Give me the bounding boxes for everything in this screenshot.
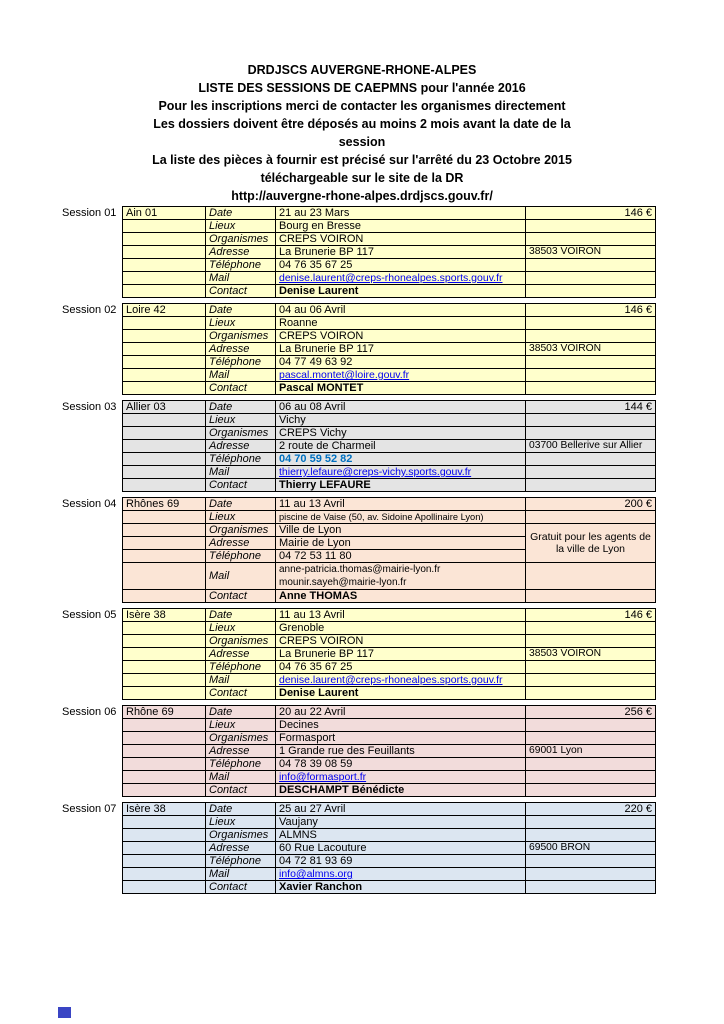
note-cell: Gratuit pour les agents de la ville de Lyon [526,524,656,563]
field-value-adresse: 2 route de Charmeil [276,440,526,453]
region-cell: Loire 42 [123,304,206,317]
empty-cell [526,356,656,369]
empty-cell [123,369,206,382]
field-value-adresse: 60 Rue Lacouture [276,842,526,855]
empty-cell [123,816,206,829]
empty-cell [123,687,206,700]
session-table [122,206,656,298]
empty-cell [123,563,206,590]
empty-cell [123,719,206,732]
mail-text: mounir.sayeh@mairie-lyon.fr [279,577,407,588]
empty-cell [526,661,656,674]
field-label-organismes: Organismes [206,524,276,537]
field-value-organismes: CREPS VOIRON [276,233,526,246]
empty-cell [123,758,206,771]
field-value-telephone: 04 77 49 63 92 [276,356,526,369]
session-table [122,303,656,395]
empty-cell [526,466,656,479]
field-label-mail: Mail [206,466,276,479]
empty-cell [526,259,656,272]
field-label-contact: Contact [206,590,276,603]
session-block [62,303,656,395]
price-cell: 200 € [526,498,656,511]
empty-cell [123,590,206,603]
field-value-mail [276,563,526,590]
field-value-mail [276,272,526,285]
header-line: DRDJSCS AUVERGNE-RHONE-ALPES [247,63,477,77]
field-label-adresse: Adresse [206,745,276,758]
field-value-date: 11 au 13 Avril [276,498,526,511]
empty-cell [526,732,656,745]
field-value-telephone: 04 76 35 67 25 [276,259,526,272]
field-label-contact: Contact [206,479,276,492]
postal-cell: 03700 Bellerive sur Allier [526,440,656,453]
price-cell: 146 € [526,207,656,220]
header-line: Les dossiers doivent être déposés au moins 2 mois avant la date de la [153,117,571,131]
field-label-lieux: Lieux [206,511,276,524]
field-label-contact: Contact [206,285,276,298]
header-line: téléchargeable sur le site de la DR [260,171,464,185]
empty-cell [123,842,206,855]
site-url: http://auvergne-rhone-alpes.drdjscs.gouv.fr/ [231,189,493,203]
field-value-date: 11 au 13 Avril [276,609,526,622]
field-label-mail: Mail [206,563,276,590]
empty-cell [526,330,656,343]
field-value-contact: Denise Laurent [276,687,526,700]
region-cell: Isère 38 [123,609,206,622]
field-label-adresse: Adresse [206,246,276,259]
field-value-telephone: 04 72 81 93 69 [276,855,526,868]
field-label-organismes: Organismes [206,330,276,343]
field-label-contact: Contact [206,784,276,797]
empty-cell [526,771,656,784]
field-value-adresse: La Brunerie BP 117 [276,648,526,661]
mail-link[interactable]: pascal.montet@loire.gouv.fr [279,369,410,381]
empty-cell [123,511,206,524]
postal-cell: 38503 VOIRON [526,648,656,661]
sessions-area [62,206,656,899]
empty-cell [123,868,206,881]
field-value-contact: Pascal MONTET [276,382,526,395]
field-label-date: Date [206,401,276,414]
field-label-organismes: Organismes [206,635,276,648]
session-label: Session 07 [62,803,117,815]
field-label-contact: Contact [206,881,276,894]
field-value-adresse: La Brunerie BP 117 [276,246,526,259]
field-value-mail [276,369,526,382]
field-value-mail [276,466,526,479]
empty-cell [123,285,206,298]
field-value-lieux: piscine de Vaise (50, av. Sidoine Apollinaire Lyon) [276,511,526,524]
empty-cell [526,563,656,590]
field-label-mail: Mail [206,771,276,784]
field-value-contact: Xavier Ranchon [276,881,526,894]
field-value-date: 04 au 06 Avril [276,304,526,317]
session-block [62,608,656,700]
field-value-telephone: 04 72 53 11 80 [276,550,526,563]
empty-cell [123,635,206,648]
field-value-contact: Thierry LEFAURE [276,479,526,492]
field-value-lieux: Decines [276,719,526,732]
empty-cell [123,479,206,492]
field-label-mail: Mail [206,272,276,285]
empty-cell [123,622,206,635]
empty-cell [123,246,206,259]
field-value-telephone: 04 78 39 08 59 [276,758,526,771]
field-label-organismes: Organismes [206,233,276,246]
empty-cell [123,661,206,674]
empty-cell [526,285,656,298]
empty-cell [123,466,206,479]
field-label-adresse: Adresse [206,648,276,661]
empty-cell [526,479,656,492]
field-label-adresse: Adresse [206,343,276,356]
empty-cell [123,784,206,797]
field-value-contact: DESCHAMPT Bénédicte [276,784,526,797]
field-value-lieux: Roanne [276,317,526,330]
empty-cell [526,635,656,648]
field-value-adresse: La Brunerie BP 117 [276,343,526,356]
session-table [122,497,656,603]
empty-cell [123,440,206,453]
empty-cell [123,732,206,745]
document-header [0,61,724,205]
postal-cell: 69500 BRON [526,842,656,855]
field-label-contact: Contact [206,687,276,700]
empty-cell [123,855,206,868]
field-label-contact: Contact [206,382,276,395]
field-value-organismes: Formasport [276,732,526,745]
empty-cell [123,829,206,842]
empty-cell [123,453,206,466]
empty-cell [526,272,656,285]
field-label-adresse: Adresse [206,440,276,453]
field-label-lieux: Lieux [206,317,276,330]
empty-cell [526,881,656,894]
empty-cell [526,816,656,829]
header-line: session [338,135,386,149]
session-label: Session 05 [62,609,117,621]
session-table [122,400,656,492]
empty-cell [526,453,656,466]
field-value-lieux: Vaujany [276,816,526,829]
field-value-mail [276,674,526,687]
postal-cell: 38503 VOIRON [526,246,656,259]
field-label-telephone: Téléphone [206,356,276,369]
header-line: La liste des pièces à fournir est précisé sur l'arrêté du 23 Octobre 2015 [152,153,572,167]
field-label-lieux: Lieux [206,622,276,635]
empty-cell [123,648,206,661]
field-label-date: Date [206,498,276,511]
field-label-mail: Mail [206,674,276,687]
empty-cell [526,220,656,233]
empty-cell [123,745,206,758]
field-label-organismes: Organismes [206,427,276,440]
empty-cell [526,414,656,427]
field-label-organismes: Organismes [206,732,276,745]
empty-cell [123,550,206,563]
empty-cell [526,784,656,797]
field-value-contact: Denise Laurent [276,285,526,298]
field-value-organismes: CREPS Vichy [276,427,526,440]
empty-cell [123,414,206,427]
field-value-organismes: CREPS VOIRON [276,635,526,648]
field-label-date: Date [206,803,276,816]
field-value-telephone: 04 70 59 52 82 [276,453,526,466]
empty-cell [123,317,206,330]
field-value-adresse: Mairie de Lyon [276,537,526,550]
session-block [62,206,656,298]
price-cell: 144 € [526,401,656,414]
session-table [122,705,656,797]
empty-cell [123,427,206,440]
partial-next-table-mark [58,1007,71,1018]
region-cell: Isère 38 [123,803,206,816]
field-value-date: 21 au 23 Mars [276,207,526,220]
header-line: Pour les inscriptions merci de contacter les organismes directement [158,99,566,113]
session-table [122,802,656,894]
empty-cell [526,622,656,635]
field-label-telephone: Téléphone [206,855,276,868]
field-label-date: Date [206,706,276,719]
region-cell: Rhône 69 [123,706,206,719]
field-label-lieux: Lieux [206,816,276,829]
session-block [62,802,656,894]
field-label-adresse: Adresse [206,842,276,855]
empty-cell [123,382,206,395]
field-label-mail: Mail [206,868,276,881]
session-table [122,608,656,700]
session-block [62,400,656,492]
field-label-lieux: Lieux [206,414,276,427]
empty-cell [526,233,656,246]
session-block [62,705,656,797]
empty-cell [123,356,206,369]
empty-cell [526,758,656,771]
price-cell: 146 € [526,304,656,317]
field-label-telephone: Téléphone [206,453,276,466]
field-label-telephone: Téléphone [206,758,276,771]
empty-cell [526,687,656,700]
field-value-date: 25 au 27 Avril [276,803,526,816]
mail-link[interactable]: info@formasport.fr [279,771,367,783]
empty-cell [123,220,206,233]
field-value-date: 06 au 08 Avril [276,401,526,414]
session-label: Session 03 [62,401,117,413]
field-label-lieux: Lieux [206,719,276,732]
empty-cell [526,868,656,881]
field-label-organismes: Organismes [206,829,276,842]
field-value-organismes: CREPS VOIRON [276,330,526,343]
field-value-lieux: Grenoble [276,622,526,635]
mail-link[interactable]: denise.laurent@creps-rhonealpes.sports.gouv.fr [279,272,503,284]
session-label: Session 02 [62,304,117,316]
field-value-mail [276,771,526,784]
empty-cell [123,233,206,246]
field-label-date: Date [206,304,276,317]
field-value-adresse: 1 Grande rue des Feuillants [276,745,526,758]
field-value-date: 20 au 22 Avril [276,706,526,719]
field-label-telephone: Téléphone [206,259,276,272]
field-value-mail [276,868,526,881]
field-label-date: Date [206,609,276,622]
mail-link[interactable]: info@almns.org [279,868,353,880]
empty-cell [123,771,206,784]
empty-cell [123,537,206,550]
region-cell: Allier 03 [123,401,206,414]
empty-cell [526,674,656,687]
field-label-lieux: Lieux [206,220,276,233]
mail-link[interactable]: thierry.lefaure@creps-vichy.sports.gouv.fr [279,466,472,478]
mail-link[interactable]: denise.laurent@creps-rhonealpes.sports.gouv.fr [279,674,503,686]
empty-cell [123,330,206,343]
empty-cell [526,590,656,603]
field-value-lieux: Vichy [276,414,526,427]
session-block [62,497,656,603]
empty-cell [526,369,656,382]
session-label: Session 06 [62,706,117,718]
session-label: Session 04 [62,498,117,510]
postal-cell: 69001 Lyon [526,745,656,758]
price-cell: 146 € [526,609,656,622]
empty-cell [526,511,656,524]
field-value-telephone: 04 76 35 67 25 [276,661,526,674]
empty-cell [526,829,656,842]
field-label-date: Date [206,207,276,220]
field-value-organismes: ALMNS [276,829,526,842]
postal-cell: 38503 VOIRON [526,343,656,356]
empty-cell [123,524,206,537]
region-cell: Rhônes 69 [123,498,206,511]
session-label: Session 01 [62,207,117,219]
header-line: LISTE DES SESSIONS DE CAEPMNS pour l'année 2016 [198,81,526,95]
field-label-mail: Mail [206,369,276,382]
field-value-contact: Anne THOMAS [276,590,526,603]
mail-text: anne-patricia.thomas@mairie-lyon.fr [279,564,441,575]
region-cell: Ain 01 [123,207,206,220]
empty-cell [123,881,206,894]
empty-cell [123,674,206,687]
empty-cell [526,719,656,732]
price-cell: 220 € [526,803,656,816]
empty-cell [526,317,656,330]
empty-cell [526,427,656,440]
field-label-telephone: Téléphone [206,661,276,674]
empty-cell [526,855,656,868]
price-cell: 256 € [526,706,656,719]
field-value-organismes: Ville de Lyon [276,524,526,537]
field-label-telephone: Téléphone [206,550,276,563]
field-label-adresse: Adresse [206,537,276,550]
empty-cell [123,343,206,356]
empty-cell [123,259,206,272]
empty-cell [526,382,656,395]
field-value-lieux: Bourg en Bresse [276,220,526,233]
empty-cell [123,272,206,285]
